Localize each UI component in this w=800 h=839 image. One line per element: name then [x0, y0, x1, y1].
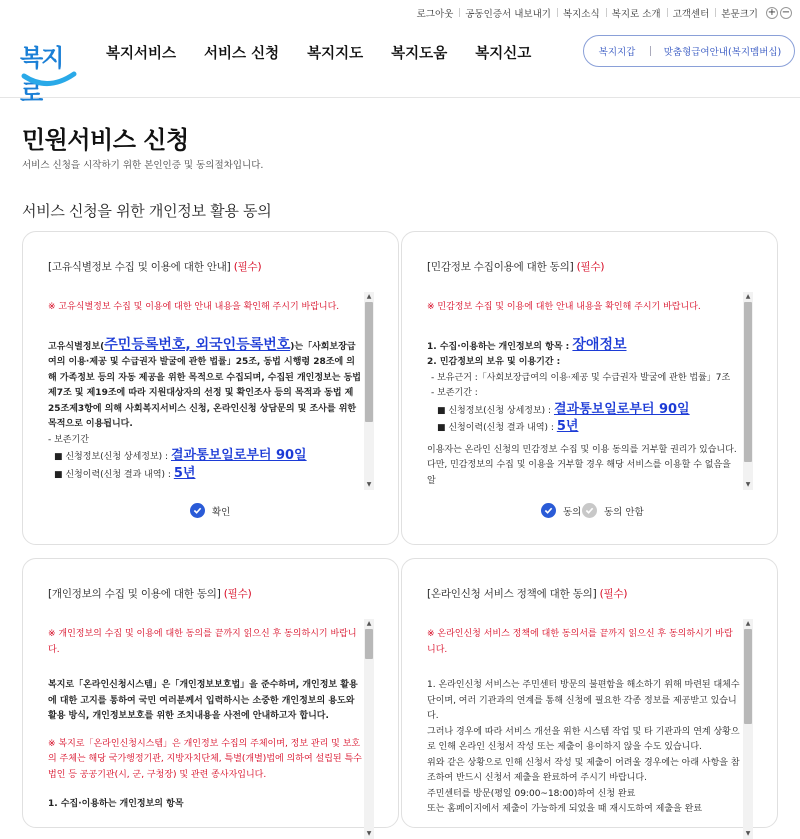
nav-welfare-service[interactable]: 복지서비스: [106, 46, 177, 62]
logo-text: 복지로: [20, 44, 63, 107]
about-link[interactable]: 복지로 소개: [606, 6, 667, 20]
agree-label: 동의: [563, 506, 582, 518]
terms-paragraph: 1. 온라인신청 서비스는 주민센터 방문의 불편함을 해소하기 위해 마련된 대체수단이며, 여러 기관과의 연계를 통해 신청에 필요한 각종 정보를 제공받고 있습니다.: [427, 680, 740, 721]
period-row: [427, 419, 741, 437]
card-title-text: [고유식별정보 수집 및 이용에 대한 안내]: [48, 261, 231, 273]
terms-scrollbox[interactable]: [48, 619, 374, 839]
nav-welfare-map[interactable]: 복지지도: [307, 46, 364, 62]
card-title-text: [개인정보의 수집 및 이용에 대한 동의]: [48, 588, 221, 600]
confirm-checkbox[interactable]: [190, 503, 230, 518]
terms-paragraph: 이용자는 온라인 신청의 민감정보 수집 및 이용 동의를 거부할 권리가 있습니다.: [427, 444, 737, 455]
period-row: [48, 448, 362, 466]
card-title: [427, 586, 627, 601]
nav-service-apply[interactable]: 서비스 신청: [204, 46, 280, 62]
page-title: 민원서비스 신청: [22, 126, 189, 154]
terms-scrollbox[interactable]: [427, 619, 753, 839]
logo[interactable]: [20, 34, 80, 107]
scroll-down-icon[interactable]: ▼: [745, 481, 751, 488]
welfare-wallet-link[interactable]: 복지지갑: [598, 47, 636, 58]
logout-link[interactable]: 로그아웃: [416, 9, 454, 20]
highlight-text: 장애정보: [572, 336, 627, 353]
text-size-label: 본문크기: [715, 6, 764, 20]
card-title: [48, 586, 251, 601]
required-badge: (필수): [576, 261, 605, 273]
terms-content: [48, 619, 362, 813]
terms-paragraph: 또는 홈페이지에서 제출이 가능하게 되었을 때 재시도하여 제출을 완료: [427, 804, 703, 814]
zoom-in-button[interactable]: +: [767, 7, 777, 18]
scroll-thumb[interactable]: [744, 629, 752, 724]
service-policy-card: [401, 558, 778, 837]
scroll-down-icon[interactable]: ▼: [745, 830, 751, 837]
scroll-down-icon[interactable]: ▼: [366, 481, 372, 488]
main-nav: [106, 42, 531, 63]
scroll-up-icon[interactable]: ▲: [745, 293, 751, 300]
row-label: ■ 신청정보(신청 상세정보) :: [437, 405, 552, 416]
notice-text: ※ 고유식별정보 수집 및 이용에 대한 안내 내용을 확인해 주시기 바랍니다.: [48, 302, 340, 312]
card-title: [427, 259, 604, 274]
disagree-radio[interactable]: [582, 503, 644, 518]
quick-links: [583, 35, 795, 67]
basis-text: - 보유근거 :「사회보장급여의 이용·제공 및 수급권자 발굴에 관한 법률」7조: [431, 372, 731, 383]
agree-radio[interactable]: [541, 503, 581, 518]
terms-scrollbox[interactable]: [48, 292, 374, 490]
scroll-thumb[interactable]: [365, 302, 373, 422]
period-row: [48, 466, 362, 484]
text: 고유식별정보(: [48, 341, 105, 352]
personal-info-card: [22, 558, 399, 837]
terms-paragraph: 복지로「온라인신청시스템」은「개인정보보호법」을 준수하며, 개인정보 활용에 대한 고지를 통하여 국민 여러분께서 입력하시는 소중한 개인정보의 용도와 활용 방식, 개인정보보호를 위한 조치내용을 사전에 안내하고자 합니다.: [48, 680, 358, 721]
unique-id-info-card: [22, 231, 399, 545]
check-icon: [541, 503, 556, 518]
custom-benefit-link[interactable]: 맞춤형급여안내(복지멤버십): [663, 47, 782, 58]
period-row: [427, 402, 741, 420]
item-1: 1. 수집·이용하는 개인정보의 항목: [48, 799, 184, 809]
zoom-controls: [766, 7, 792, 19]
item-1: [427, 338, 741, 356]
text: )는「사회보장급여의 이용·제공 및 수급권자 발굴에 관한 법률」25조, 동법 시행령 28조에 의해 가족정보 등의 자동 제공을 위한 목적으로 수집되며, 수집된 개인정보는 동법 제7조 및 제19조에 따라 지원대상자의 선정 및 확인조사 등의 목적과 동법 제25조제3항에 의해 사회복지서비스 신청, 온라인신청 상담문의 및 조사를 위한 목적으로 이용됩니다.: [48, 341, 361, 429]
terms-scrollbox[interactable]: [427, 292, 753, 490]
section-title: 서비스 신청을 위한 개인정보 활용 동의: [22, 202, 272, 220]
export-certificate-link[interactable]: 공동인증서 내보내기: [459, 6, 557, 20]
scrollbar[interactable]: [743, 292, 753, 490]
notice-text: ※ 복지로「온라인신청시스템」은 개인정보 수집의 주체이며, 정보 관리 및 보호의 주체는 해당 국가행정기관, 지방자치단체, 특별(개별)법에 의하여 설립된 특수법인 등 공공기관(시, 군, 구청장) 및 관련 종사자입니다.: [48, 738, 362, 780]
terms-content: [48, 292, 362, 483]
check-icon: [582, 503, 597, 518]
terms-paragraph: 그러나 경우에 따라 서비스 개선을 위한 시스템 작업 및 타 기관과의 연계 상황으로 인해 온라인 신청서 작성 또는 제출이 용이하지 않을 수도 있습니다.: [427, 726, 740, 752]
terms-paragraph: [48, 338, 362, 433]
card-title-text: [온라인신청 서비스 정책에 대한 동의]: [427, 588, 597, 600]
confirm-label: 확인: [212, 506, 231, 518]
terms-paragraph: 위와 같은 상황으로 인해 신청서 작성 및 제출이 어려울 경우에는 아래 사항을 참조하여 반드시 신청서 제출을 완료하여 주시기 바랍니다.: [427, 757, 740, 783]
logo-smile-icon: [20, 34, 80, 90]
item-label: 1. 수집·이용하는 개인정보의 항목 :: [427, 341, 570, 352]
scroll-up-icon[interactable]: ▲: [366, 293, 372, 300]
scroll-thumb[interactable]: [365, 629, 373, 659]
header: [0, 24, 800, 107]
notice-text: ※ 온라인신청 서비스 정책에 대한 동의서를 끝까지 읽으신 후 동의하시기 바랍니다.: [427, 629, 733, 655]
sensitive-info-card: [401, 231, 778, 545]
check-icon: [190, 503, 205, 518]
notice-text: ※ 민감정보 수집 및 이용에 대한 안내 내용을 확인해 주시기 바랍니다.: [427, 302, 701, 312]
terms-paragraph: 다만, 민감정보의 수집 및 이용을 거부할 경우 해당 서비스를 이용할 수 없음을 알: [427, 460, 731, 486]
required-badge: (필수): [223, 588, 252, 600]
utility-bar: [411, 6, 792, 20]
card-title: [48, 259, 261, 274]
terms-paragraph: 주민센터를 방문(평일 09:00~18:00)하여 신청 완료: [427, 788, 636, 799]
card-title-text: [민감정보 수집이용에 대한 동의]: [427, 261, 574, 273]
row-label: ■ 신청이력(신청 결과 내역) :: [437, 423, 554, 433]
row-label: ■ 신청이력(신청 결과 내역) :: [54, 469, 171, 480]
scroll-thumb[interactable]: [744, 302, 752, 462]
terms-content: [427, 619, 741, 818]
page-description: 서비스 신청을 시작하기 위한 본인인증 및 동의절차입니다.: [22, 160, 264, 171]
scroll-down-icon[interactable]: ▼: [366, 830, 372, 837]
period-label: - 보존기간: [48, 434, 89, 445]
welfare-news-link[interactable]: 복지소식: [557, 6, 606, 20]
row-label: ■ 신청정보(신청 상세정보) :: [54, 452, 169, 462]
required-badge: (필수): [599, 588, 628, 600]
terms-content: [427, 292, 741, 489]
row-value: 결과통보일로부터 90일: [170, 448, 307, 463]
nav-welfare-report[interactable]: 복지신고: [475, 46, 532, 62]
scroll-up-icon[interactable]: ▲: [366, 620, 372, 627]
highlight-text: 주민등록번호, 외국인등록번호: [104, 336, 291, 353]
notice-text: ※ 개인정보의 수집 및 이용에 대한 동의를 끝까지 읽으신 후 동의하시기 바랍니다.: [48, 629, 357, 655]
period-label: - 보존기간 :: [431, 388, 478, 398]
disagree-label: 동의 안함: [604, 506, 644, 518]
scrollbar[interactable]: [743, 619, 753, 839]
item-2: 2. 민감정보의 보유 및 이용기간 :: [427, 357, 561, 367]
row-value: 결과통보일로부터 90일: [553, 401, 690, 417]
customer-center-link[interactable]: 고객센터: [667, 6, 716, 20]
scrollbar[interactable]: [364, 619, 374, 839]
required-badge: (필수): [233, 261, 262, 273]
scrollbar[interactable]: [364, 292, 374, 490]
scroll-up-icon[interactable]: ▲: [745, 620, 751, 627]
nav-welfare-help[interactable]: 복지도움: [391, 46, 448, 62]
row-value: 5년: [556, 419, 579, 434]
row-value: 5년: [173, 465, 196, 481]
zoom-out-button[interactable]: −: [781, 7, 791, 18]
